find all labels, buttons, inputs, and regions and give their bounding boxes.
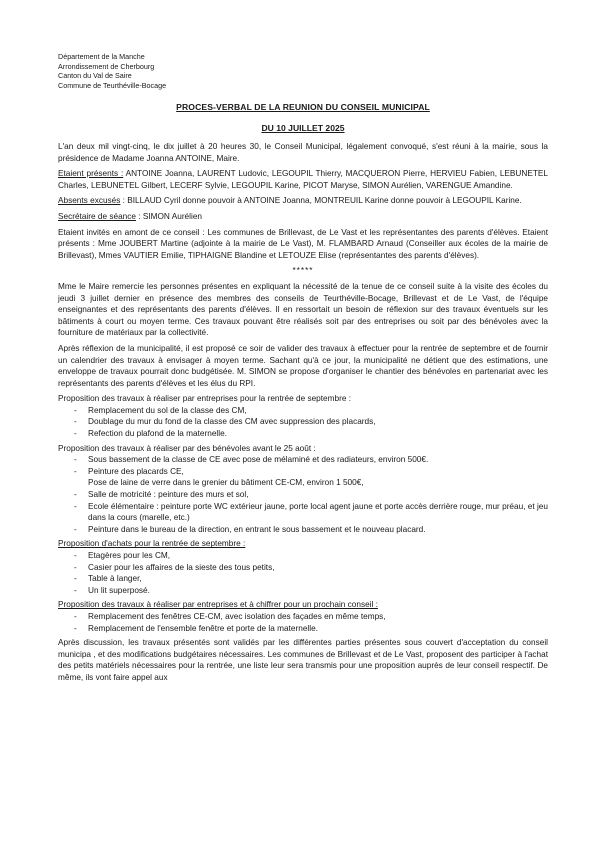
section2-heading: Proposition des travaux à réaliser par des bénévoles avant le 25 août : (58, 443, 316, 453)
header-department: Département de la Manche (58, 52, 145, 61)
section1-heading: Proposition des travaux à réaliser par entreprises pour la rentrée de septembre : (58, 394, 352, 404)
conclusion-paragraph: Après discussion, les travaux présentés sont validés par les différentes parties présentes sous couvert d'acceptation du conseil municipa , et des modifications budgétaires nécessaires. Les communes de Brillevast et de Le Vast, proposent des participer à l'achat des petits matériels nécessaires pour la rentrée, une liste leur sera transmis pour une proposition auprès de leur conseil respectif. De même, ils vont faire appel aux (58, 638, 548, 682)
document-body (58, 141, 548, 688)
section3-list (58, 550, 548, 596)
list-item: - Etagères pour les CM, (58, 550, 548, 562)
secretary-label: Secrétaire de séance (58, 211, 136, 221)
section2-list (58, 454, 548, 535)
absents-label: Absents excusés (58, 196, 121, 206)
list-item: - Doublage du mur du fond de la classe des CM avec suppression des placards, (58, 416, 548, 428)
list-item: - Casier pour les affaires de la sieste des tous petits, (58, 562, 548, 574)
section-separator: ***** (292, 266, 314, 276)
administrative-header (58, 52, 166, 90)
presents-paragraph (58, 168, 548, 191)
section4-list (58, 611, 548, 634)
secretary-paragraph (58, 211, 548, 223)
header-canton: Canton du Val de Saire (58, 71, 132, 81)
list-item: - Un lit superposé. (58, 585, 548, 597)
proposal-paragraph: Après réflexion de la municipalité, il est proposé ce soir de valider des travaux à effectuer pour la rentrée de septembre et de fournir un calendrier des travaux à envisager à moyen terme. Sachant qu'à ce jour, la municipalité ne détient que des estimations, une enveloppe de travaux pourrait donc budgétisée. M. SIMON se propose d'organiser le chantier des bénévoles en partenariat avec les représentants des parents d'élèves et les élus du RPI. (58, 343, 548, 388)
invited-paragraph: Etaient invités en amont de ce conseil : Les communes de Brillevast, de Le Vast et les représentantes des parents d'élèves. Etaient présents : Mme JOUBERT Martine (adjointe à la mairie de Le Vast), M. FLAMBARD Arnaud (Conseiller aux écoles de la mairie de Brillevast), Mmes VAUTIER Emilie, TIPHAIGNE Blandine et LETOUZE Elise (représentantes des parents d'élèves). (58, 227, 548, 260)
header-commune: Commune de Teurthéville-Bocage (58, 80, 167, 90)
absents-paragraph (58, 195, 548, 207)
header-arrondissement: Arrondissement de Cherbourg (58, 61, 155, 71)
list-item: - Remplacement du sol de la classe des CM, (58, 405, 548, 417)
list-item: - Peinture dans le bureau de la direction, en entrant le sous bassement et le nouveau placard. (58, 524, 548, 536)
list-item: - Salle de motricité : peinture des murs et sol, (58, 489, 548, 501)
section3-heading: Proposition d'achats pour la rentrée de septembre : (58, 539, 246, 549)
document-date: DU 10 JUILLET 2025 (261, 123, 345, 133)
list-item: - Remplacement des fenêtres CE-CM, avec isolation des façades en même temps, (58, 611, 548, 623)
list-item: - Refection du plafond de la maternelle. (58, 428, 548, 440)
section4-heading: Proposition des travaux à réaliser par entreprises et à chiffrer pour un prochain conseil : (58, 600, 378, 610)
list-item: - Ecole élémentaire : peinture porte WC extérieur jaune, porte local agent jaune et porte accès derrière rouge, mur préau, et jeu dans la cours (marelle, etc.) (58, 501, 548, 524)
context-paragraph: Mme le Maire remercie les personnes présentes en expliquant la nécessité de la tenue de ce conseil suite à la visite des écoles du jeudi 3 juillet dernier en présence des membres des conseils de Teurthéville-Bocage, Brillevast et de Le Vast, de l'équipe enseignantes et des représentants des parents d'élèves. Il en ressortait un besoin de réflexion sur des travaux éventuels sur les bâtiments à court ou moyen terme. Ces travaux pouvant être réalisés soit par des entreprises ou soit par des bénévoles avec la fourniture de matériaux par la collectivité. (58, 281, 548, 338)
list-item: - Peinture des placards CE, (58, 466, 548, 478)
intro-paragraph: L'an deux mil vingt-cinq, le dix juillet à 20 heures 30, le Conseil Municipal, légalement convoqué, s'est réuni à la mairie, sous la présidence de Madame Joanna ANTOINE, Maire. (58, 142, 548, 163)
list-item: - Table à langer, (58, 573, 548, 585)
presents-label: Etaient présents : (58, 169, 124, 179)
list-item: - Sous bassement de la classe de CE avec pose de mélaminé et des radiateurs, environ 500€. (58, 454, 548, 466)
document-title: PROCES-VERBAL DE LA REUNION DU CONSEIL MUNICIPAL (176, 102, 430, 112)
absents-list: : BILLAUD Cyril donne pouvoir à ANTOINE Joanna, MONTREUIL Karine donne pouvoir à LEGOUPIL Karine. (120, 196, 522, 206)
list-item-continuation: Pose de laine de verre dans le grenier du bâtiment CE-CM, environ 1 500€, (88, 478, 364, 488)
list-item: - Remplacement de l'ensemble fenêtre et porte de la maternelle. (58, 623, 548, 635)
secretary-name: : SIMON Aurélien (135, 211, 202, 221)
presents-list: ANTOINE Joanna, LAURENT Ludovic, LEGOUPIL Thierry, MACQUERON Pierre, HERVIEU Fabien, LEBUNETEL Charles, LEBUNETEL Gilbert, LECERF Sylvie, LEGOUPIL Karine, PICOT Maryse, SIMON Aurélien, VARENGUE Amandine. (58, 169, 548, 190)
section1-list (58, 405, 548, 440)
